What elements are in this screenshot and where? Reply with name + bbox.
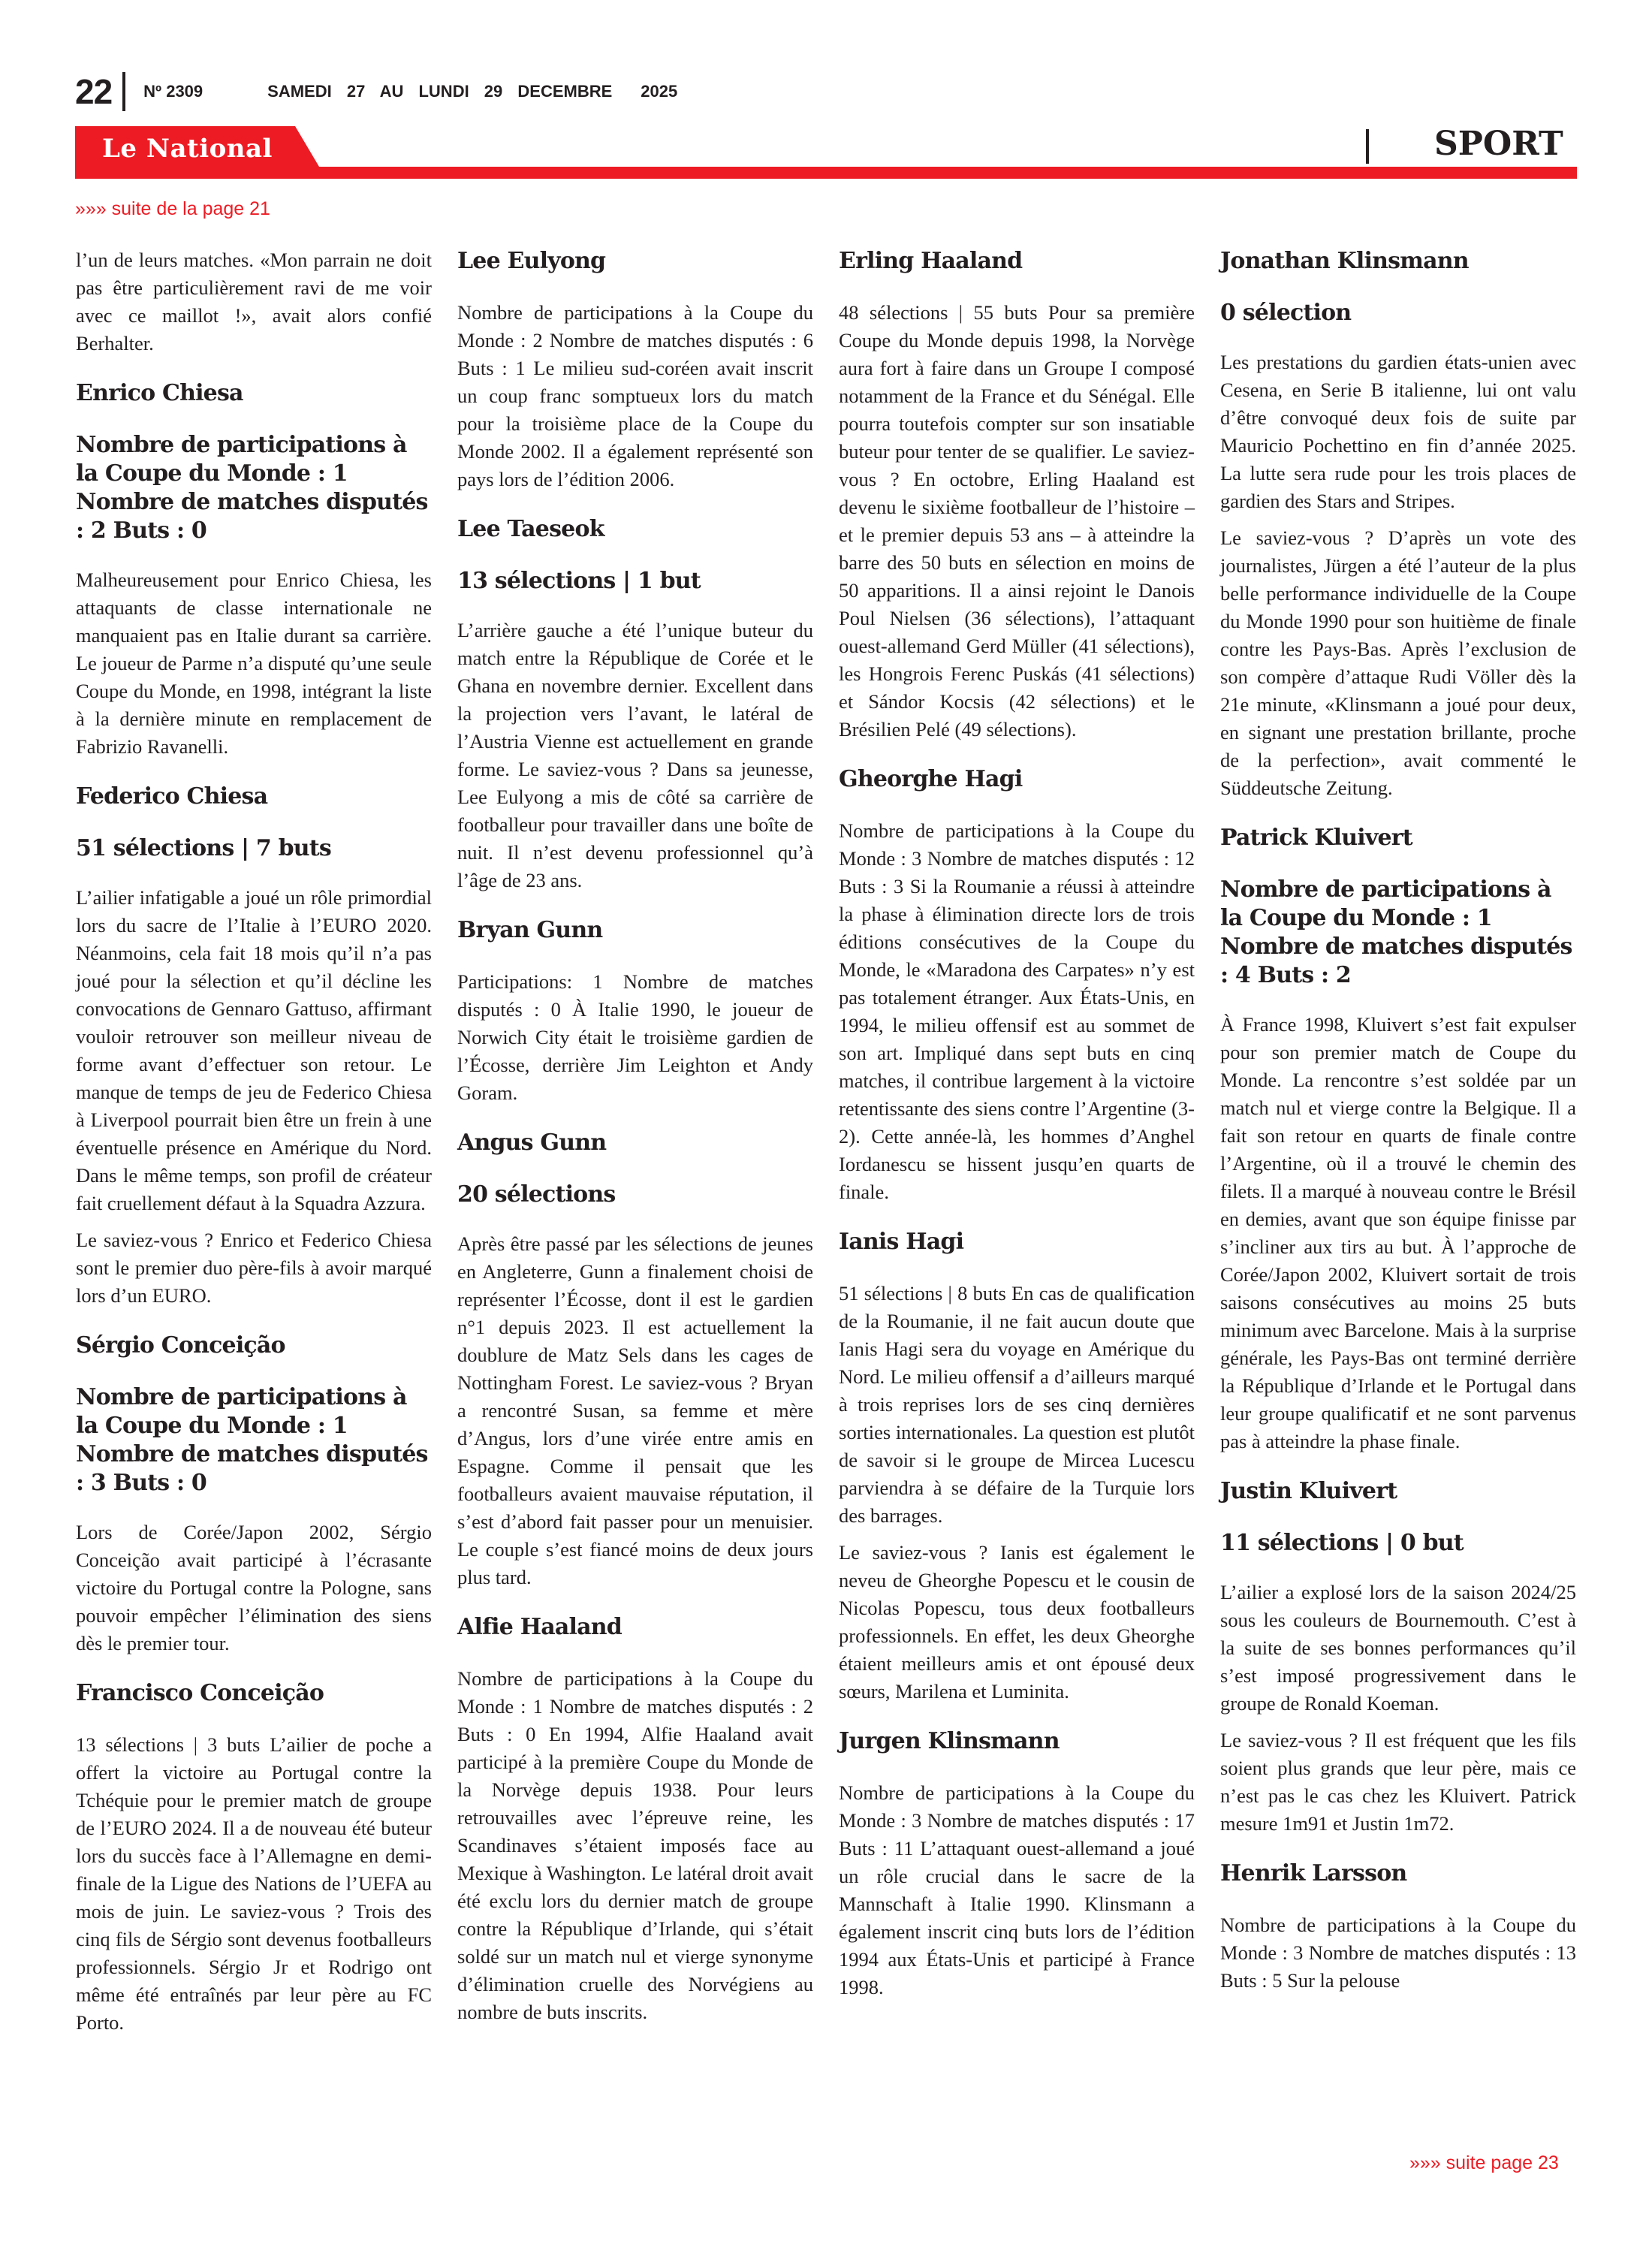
stats-subheading: 11 sélections | 0 but — [1220, 1530, 1464, 1556]
issue-date: SAMEDI 27 AU LUNDI 29 DECEMBRE — [267, 82, 613, 101]
player-heading: Jonathan Klinsmann — [1220, 248, 1469, 274]
player-heading: Alfie Haaland — [457, 1614, 622, 1640]
article-paragraph: Le saviez-vous ? Ianis est également le neveu de Gheorghe Popescu et le cousin de Nicolas Popescu, tous deux footballeurs professionnels. En effet, les deux Gheorghe étaient meilleurs amis et ont épousé deux sœurs, Marilena et Luminita. — [839, 1541, 1195, 1703]
brand-band-shape — [75, 126, 1577, 179]
article-column-4 — [1220, 246, 1576, 2004]
article-column-3 — [839, 246, 1195, 2010]
article-paragraph: Nombre de participations à la Coupe du Monde : 3 Nombre de matches disputés : 12 Buts : 3 Si la Roumanie a réussi à atteindre la phase à élimination directe lors de trois éditions consécutives de la Coupe du Monde, le «Maradona des Carpates» n’y est pas totalement étranger. Aux États-Unis, en 1994, le milieu offensif est au sommet de son art. Impliqué dans sept buts en cinq matches, il contribue largement à la victoire retentissante des siens contre l’Argentine (3-2). Cette année-là, les hommes d’Anghel Iordanescu se hissent jusqu’en quarts de finale. — [839, 819, 1195, 1203]
article-column-1 — [76, 246, 432, 2046]
article-paragraph: Participations: 1 Nombre de matches disputés : 0 À Italie 1990, le joueur de Norwich City était le troisième gardien de l’Écosse, derrière Jim Leighton et Andy Goram. — [457, 970, 813, 1104]
article-paragraph: Les prestations du gardien états-unien avec Cesena, en Serie B italienne, lui ont valu d’être convoqué deux fois de suite par Mauricio Pochettino en fin d’année 2025. La lutte sera rude pour les trois places de gardien des Stars and Stripes. — [1220, 351, 1576, 512]
section-divider — [1366, 129, 1369, 164]
article-paragraph: Nombre de participations à la Coupe du Monde : 1 Nombre de matches disputés : 2 Buts : 0 En 1994, Alfie Haaland avait participé à la première Coupe du Monde de la Norvège depuis 1938. Pour leurs retrouvailles avec l’épreuve reine, les Scandinaves s’étaient imposés face au Mexique à Washington. Le latéral droit avait été exclu lors du dernier match de groupe contre la République d’Irlande, qui s’était soldé sur un match nul et vierge synonyme d’élimination cruelle des Norvégiens au nombre de buts inscrits. — [457, 1667, 813, 2023]
player-heading: Bryan Gunn — [457, 917, 603, 943]
continued-from-link[interactable]: »»» suite de la page 21 — [75, 198, 270, 219]
player-heading: Francisco Conceição — [76, 1680, 324, 1706]
masthead-divider — [122, 72, 125, 111]
player-heading: Henrik Larsson — [1220, 1860, 1407, 1887]
article-paragraph: 48 sélections | 55 buts Pour sa première Coupe du Monde depuis 1998, la Norvège aura fort à faire dans un Groupe I composé notamment de la France et du Sénégal. Elle pourra toutefois compter sur son insatiable buteur pour tenter de se qualifier. Le saviez-vous ? En octobre, Erling Haaland est devenu le sixième footballeur de l’histoire – et le premier depuis 53 ans – à atteindre la barre des 50 buts en sélection en moins de 50 apparitions. Il a ainsi rejoint le Danois Poul Nielsen (36 sélections), l’attaquant ouest-allemand Gerd Müller (41 sélections), les Hongrois Ferenc Puskás (41 sélections) et Sándor Kocsis (42 sélections) et le Brésilien Pelé (49 sélections). — [839, 301, 1195, 740]
article-paragraph: L’arrière gauche a été l’unique buteur du match entre la République de Corée et le Ghana en novembre dernier. Excellent dans la projection vers l’avant, le latéral de l’Austria Vienne est actuellement en grande forme. Le saviez-vous ? Dans sa jeunesse, Lee Eulyong a mis de côté sa carrière de footballeur pour travailler dans une boîte de nuit. Il n’est devenu professionnel qu’à l’âge de 23 ans. — [457, 619, 813, 891]
article-column-2 — [457, 246, 813, 2035]
player-heading: Jurgen Klinsmann — [839, 1728, 1060, 1754]
stats-subheading: 0 sélection — [1220, 300, 1352, 326]
player-heading: Angus Gunn — [457, 1130, 607, 1156]
stats-subheading: Nombre de participations à la Coupe du Monde : 1 Nombre de matches disputés : 4 Buts : 2 — [1220, 876, 1572, 988]
article-paragraph: L’ailier infatigable a joué un rôle primordial lors du sacre de l’Italie à l’EURO 2020. Néanmoins, cela fait 18 mois qu’il n’a pas joué pour la sélection et qu’il décline les convocations de Gennaro Gattuso, affirmant vouloir retrouver son meilleur niveau de forme avant d’effectuer son retour. Le manque de temps de jeu de Federico Chiesa à Liverpool pourrait bien être un frein à une éventuelle présence en Amérique du Nord. Dans le même temps, son profil de créateur fait cruellement défaut à la Squadra Azzura. — [76, 886, 432, 1214]
brand-band — [75, 126, 1577, 179]
section-title: SPORT — [1434, 125, 1563, 163]
page-number: 22 — [75, 72, 113, 111]
article-paragraph: 51 sélections | 8 buts En cas de qualification de la Roumanie, il ne fait aucun doute que Ianis Hagi sera du voyage en Amérique du Nord. Le milieu offensif a d’ailleurs marqué à trois reprises lors de ses cinq dernières sorties internationales. La question est plutôt de savoir si le groupe de Mircea Lucescu parviendra à se défaire de la Turquie lors des barrages. — [839, 1282, 1195, 1527]
masthead-topline — [75, 71, 677, 113]
article-paragraph: Le saviez-vous ? Il est fréquent que les fils soient plus grands que leur père, mais ce n’est pas le cas chez les Kluivert. Patrick mesure 1m91 et Justin 1m72. — [1220, 1729, 1576, 1835]
article-paragraph: Nombre de participations à la Coupe du Monde : 3 Nombre de matches disputés : 17 Buts : 11 L’attaquant ouest-allemand a joué un rôle crucial dans le sacre de la Mannschaft à Italie 1990. Klinsmann a également inscrit cinq buts lors de l’édition 1994 aux États-Unis et participé à France 1998. — [839, 1781, 1195, 1998]
article-paragraph: Nombre de participations à la Coupe du Monde : 2 Nombre de matches disputés : 6 Buts : 1 Le milieu sud-coréen avait inscrit un coup franc somptueux lors du match pour la troisième place de la Coupe du Monde 2002. Il a également représenté son pays lors de l’édition 2006. — [457, 301, 813, 490]
stats-subheading: Nombre de participations à la Coupe du Monde : 1 Nombre de matches disputés : 3 Buts : 0 — [76, 1384, 428, 1496]
issue-year: 2025 — [641, 82, 678, 101]
player-heading: Federico Chiesa — [76, 783, 268, 810]
player-heading: Ianis Hagi — [839, 1229, 964, 1255]
article-paragraph: Le saviez-vous ? D’après un vote des journalistes, Jürgen a été l’auteur de la plus belle performance individuelle de la Coupe du Monde 1990 pour son huitième de finale contre les Pays-Bas. Après l’exclusion de son compère d’attaque Rudi Völler dès la 21e minute, «Klinsmann a joué pour deux, en signant une prestation brillante, proche de la perfection», avait commenté le Süddeutsche Zeitung. — [1220, 526, 1576, 799]
stats-subheading: 13 sélections | 1 but — [457, 568, 701, 594]
article-paragraph: Malheureusement pour Enrico Chiesa, les attaquants de classe internationale ne manquaient pas en Italie durant sa carrière. Le joueur de Parme n’a disputé qu’une seule Coupe du Monde, en 1998, intégrant la liste à la dernière minute en remplacement de Fabrizio Ravanelli. — [76, 569, 432, 758]
stats-subheading: 20 sélections — [457, 1181, 616, 1208]
player-heading: Patrick Kluivert — [1220, 825, 1412, 851]
player-heading: Sérgio Conceição — [76, 1332, 285, 1359]
player-heading: Justin Kluivert — [1220, 1478, 1397, 1504]
player-heading: Gheorghe Hagi — [839, 766, 1023, 792]
continued-to-link[interactable]: »»» suite page 23 — [1409, 2152, 1559, 2173]
stats-subheading: Nombre de participations à la Coupe du Monde : 1 Nombre de matches disputés : 2 Buts : 0 — [76, 432, 428, 544]
article-paragraph: Nombre de participations à la Coupe du Monde : 3 Nombre de matches disputés : 13 Buts : 5 Sur la pelouse — [1220, 1914, 1576, 1992]
issue-number: Nº 2309 — [143, 82, 203, 101]
article-paragraph: 13 sélections | 3 buts L’ailier de poche a offert la victoire au Portugal contre la Tchéquie pour le premier match de groupe de l’EURO 2024. Il a de nouveau été buteur lors du succès face à l’Allemagne en demi-finale de la Ligue des Nations de l’UEFA au mois de juin. Le saviez-vous ? Trois des cinq fils de Sérgio sont devenus footballeurs professionnels. Sérgio Jr et Rodrigo ont même été entraînés par leur père au FC Porto. — [76, 1733, 432, 2034]
article-paragraph: Le saviez-vous ? Enrico et Federico Chiesa sont le premier duo père-fils à avoir marqué lors d’un EURO. — [76, 1229, 432, 1307]
article-paragraph: L’ailier a explosé lors de la saison 2024/25 sous les couleurs de Bournemouth. C’est à la suite de ses bonnes performances qu’il s’est imposé progressivement dans le groupe de Ronald Koeman. — [1220, 1581, 1576, 1715]
article-paragraph: Lors de Corée/Japon 2002, Sérgio Conceição avait participé à l’écrasante victoire du Portugal contre la Pologne, sans pouvoir empêcher l’élimination des siens dès le premier tour. — [76, 1521, 432, 1654]
article-paragraph: À France 1998, Kluivert s’est fait expulser pour son premier match de Coupe du Monde. La rencontre s’est soldée par un match nul et vierge contre la Belgique. Il a fait son retour en quarts de finale contre l’Argentine, où il a trouvé le chemin des filets. Il a marqué à nouveau contre le Brésil en demies, avant que son équipe finisse par s’incliner aux tirs au but. À l’approche de Corée/Japon 2002, Kluivert sortait de trois saisons consécutives au moins 25 buts minimum avec Barcelone. Mais à la surprise générale, les Pays-Bas ont terminé derrière la République d’Irlande et le Portugal dans leur groupe qualificatif et ne sont parvenus pas à atteindre la phase finale. — [1220, 1013, 1576, 1452]
player-heading: Erling Haaland — [839, 248, 1023, 274]
brand-logo: Le National — [102, 134, 273, 164]
player-heading: Lee Taeseok — [457, 516, 604, 542]
article-paragraph: Après être passé par les sélections de jeunes en Angleterre, Gunn a finalement choisi de représenter l’Écosse, dont il est le gardien n°1 depuis 2023. Il est actuellement la doublure de Matz Sels dans les cages de Nottingham Forest. Le saviez-vous ? Bryan a rencontré Susan, sa femme et mère d’Angus, lors d’une virée entre amis en Espagne. Comme il pensait que les footballeurs avaient mauvaise réputation, il s’est d’abord fait passer pour un menuisier. Le couple s’est fiancé moins de deux jours plus tard. — [457, 1232, 813, 1588]
player-heading: Lee Eulyong — [457, 248, 606, 274]
stats-subheading: 51 sélections | 7 buts — [76, 835, 331, 861]
player-heading: Enrico Chiesa — [76, 380, 243, 406]
article-paragraph: l’un de leurs matches. «Mon parrain ne doit pas être particulièrement ravi de me voir avec ce maillot !», avait alors confié Berhalter. — [76, 249, 432, 354]
